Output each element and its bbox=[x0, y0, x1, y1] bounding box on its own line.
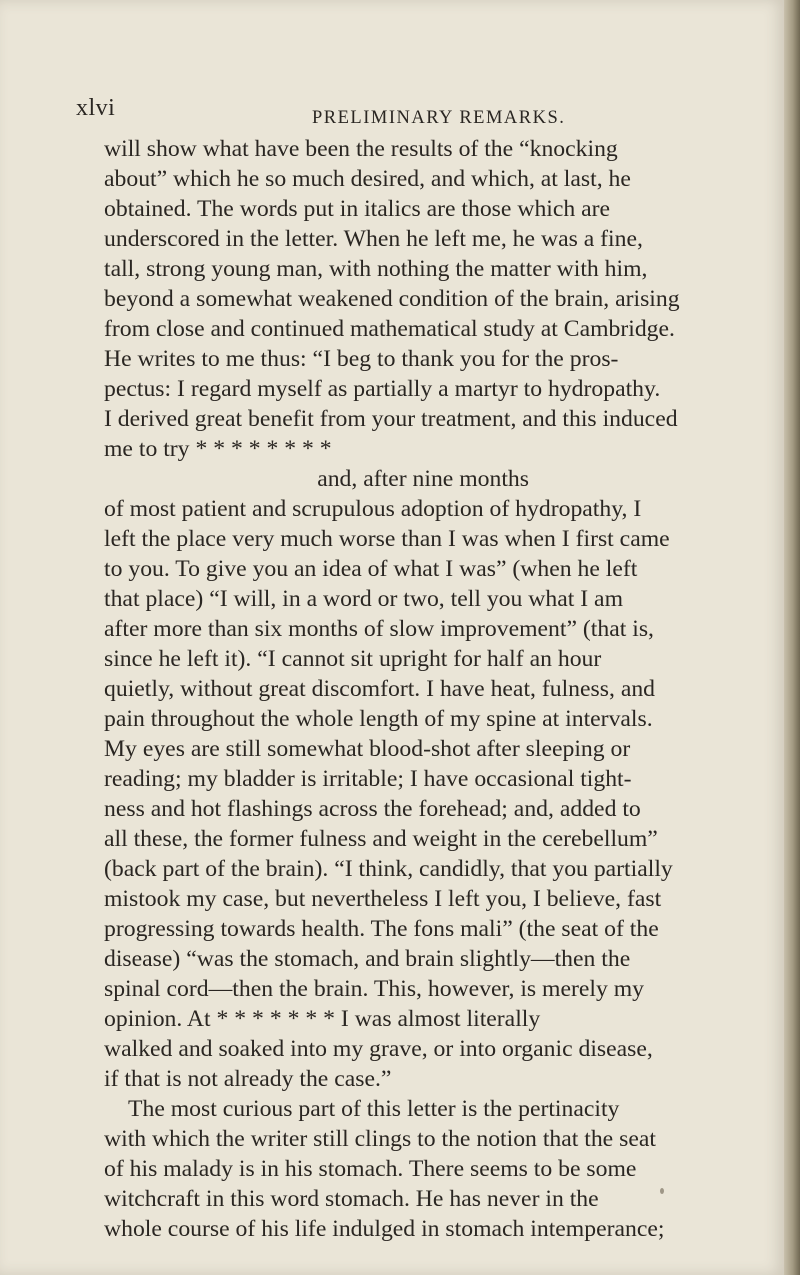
text-line: since he left it). “I cannot sit upright for half an hour bbox=[104, 646, 602, 672]
text-line: spinal cord—then the brain. This, however, is merely my bbox=[104, 976, 645, 1002]
text-line: reading; my bladder is irritable; I have occasional tight- bbox=[104, 766, 632, 792]
text-line: whole course of his life indulged in stomach intemperance; bbox=[104, 1216, 665, 1242]
text-line: me to try * * * * * * * * bbox=[104, 436, 332, 462]
text-line: of his malady is in his stomach. There seems to be some bbox=[104, 1156, 637, 1182]
text-line: that place) “I will, in a word or two, tell you what I am bbox=[104, 586, 623, 612]
text-line: The most curious part of this letter is the pertinacity bbox=[128, 1096, 620, 1122]
text-line: walked and soaked into my grave, or into organic disease, bbox=[104, 1036, 653, 1062]
text-line: quietly, without great discomfort. I have heat, fulness, and bbox=[104, 676, 656, 702]
text-line: to you. To give you an idea of what I was” (when he left bbox=[104, 556, 638, 582]
text-line: will show what have been the results of the “knocking bbox=[104, 136, 618, 162]
text-line: after more than six months of slow improvement” (that is, bbox=[104, 616, 654, 642]
text-line: underscored in the letter. When he left me, he was a fine, bbox=[104, 226, 643, 252]
body-text bbox=[104, 134, 784, 1244]
ink-mark bbox=[660, 1188, 664, 1194]
text-line: ness and hot flashings across the forehead; and, added to bbox=[104, 796, 641, 822]
text-line: witchcraft in this word stomach. He has never in the bbox=[104, 1186, 599, 1212]
text-line: tall, strong young man, with nothing the matter with him, bbox=[104, 256, 648, 282]
running-head: PRELIMINARY REMARKS. bbox=[312, 108, 566, 128]
page-header bbox=[76, 95, 716, 129]
paragraph bbox=[104, 1094, 784, 1244]
text-line: with which the writer still clings to the notion that the seat bbox=[104, 1126, 656, 1152]
text-line: and, after nine months bbox=[104, 466, 529, 492]
text-line: progressing towards health. The fons mali” (the seat of the bbox=[104, 916, 659, 942]
text-line: all these, the former fulness and weight in the cerebellum” bbox=[104, 826, 658, 852]
text-line: (back part of the brain). “I think, candidly, that you partially bbox=[104, 856, 673, 882]
text-line: pain throughout the whole length of my spine at intervals. bbox=[104, 706, 653, 732]
page-number: xlvi bbox=[76, 95, 116, 121]
text-line: pectus: I regard myself as partially a martyr to hydropathy. bbox=[104, 376, 661, 402]
text-line: mistook my case, but nevertheless I left you, I believe, fast bbox=[104, 886, 662, 912]
paragraph bbox=[104, 134, 784, 1094]
text-line: My eyes are still somewhat blood-shot after sleeping or bbox=[104, 736, 631, 762]
text-line: obtained. The words put in italics are those which are bbox=[104, 196, 611, 222]
page-edge-shadow bbox=[784, 0, 800, 1275]
text-line: of most patient and scrupulous adoption of hydropathy, I bbox=[104, 496, 642, 522]
text-line: if that is not already the case.” bbox=[104, 1066, 392, 1092]
text-line: I derived great benefit from your treatment, and this induced bbox=[104, 406, 678, 432]
text-line: He writes to me thus: “I beg to thank you for the pros- bbox=[104, 346, 619, 372]
text-line: opinion. At * * * * * * * I was almost literally bbox=[104, 1006, 541, 1032]
text-line: left the place very much worse than I was when I first came bbox=[104, 526, 670, 552]
text-line: about” which he so much desired, and which, at last, he bbox=[104, 166, 631, 192]
text-line: from close and continued mathematical study at Cambridge. bbox=[104, 316, 675, 342]
text-line: disease) “was the stomach, and brain slightly—then the bbox=[104, 946, 631, 972]
text-line: beyond a somewhat weakened condition of the brain, arising bbox=[104, 286, 680, 312]
